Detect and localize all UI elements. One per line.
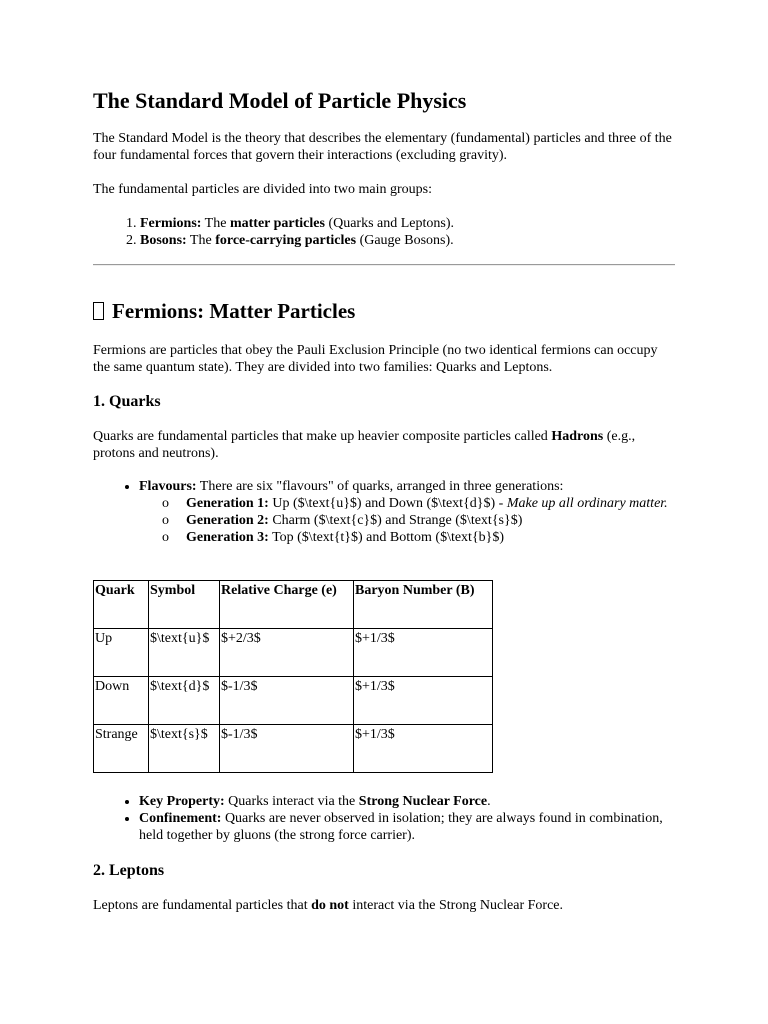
table-cell: Strange xyxy=(94,725,149,773)
list-item: 2. Bosons: The force-carrying particles (Gauge Bosons). xyxy=(140,232,454,249)
table-cell: $\text{s}$ xyxy=(149,725,220,773)
table-header-row xyxy=(94,581,493,629)
fermions-intro: Fermions are particles that obey the Pauli Exclusion Principle (no two identical fermions can occupy the same quantum state). They are divided into two families: Quarks and Leptons. xyxy=(93,343,658,375)
list-item: o Generation 3: Top ($\text{t}$) and Bottom ($\text{b}$) xyxy=(186,529,675,546)
list-item: 1. Fermions: The matter particles (Quarks and Leptons). xyxy=(140,215,454,232)
fermions-heading: Fermions: Matter Particles xyxy=(93,298,355,324)
missing-glyph-box-icon xyxy=(93,302,104,320)
list-item: • Key Property: Quarks interact via the Strong Nuclear Force. xyxy=(139,793,675,810)
table-cell: $+1/3$ xyxy=(354,677,493,725)
list-item: o Generation 2: Charm ($\text{c}$) and Strange ($\text{s}$) xyxy=(186,512,675,529)
list-item: • Flavours: There are six "flavours" of quarks, arranged in three generations: o Generation 1: Up ($\text{u}$) and Down ($\text{d}$) - Make up all ordinary matter. o Generation 2: Charm ($\text{c}$) and Strange ($\text{s}$) o Generation 3: Top ($\text{t}$) and Bottom ($\text{b}$) xyxy=(139,478,675,546)
table-cell: $\text{d}$ xyxy=(149,677,220,725)
groups-list xyxy=(93,215,454,249)
quarks-heading: 1. Quarks xyxy=(93,393,161,410)
generations-list xyxy=(139,495,675,546)
flavours-list xyxy=(93,478,675,546)
table-row xyxy=(94,725,493,773)
section-divider xyxy=(93,264,675,266)
page-title: The Standard Model of Particle Physics xyxy=(93,88,467,113)
quarks-table xyxy=(93,580,493,773)
table-row xyxy=(94,677,493,725)
table-cell: $-1/3$ xyxy=(220,677,354,725)
table-row xyxy=(94,629,493,677)
table-header-cell: Baryon Number (B) xyxy=(354,581,493,629)
table-cell: $+1/3$ xyxy=(354,629,493,677)
table-header-cell: Quark xyxy=(94,581,149,629)
list-item: o Generation 1: Up ($\text{u}$) and Down ($\text{d}$) - Make up all ordinary matter. xyxy=(186,495,675,512)
table-cell: $-1/3$ xyxy=(220,725,354,773)
table-cell: Down xyxy=(94,677,149,725)
table-header-cell: Relative Charge (e) xyxy=(220,581,354,629)
leptons-intro: Leptons are fundamental particles that do not interact via the Strong Nuclear Force. xyxy=(93,898,564,913)
table-cell: Up xyxy=(94,629,149,677)
quarks-intro: Quarks are fundamental particles that make up heavier composite particles called Hadrons (e.g., protons and neutrons). xyxy=(93,429,636,461)
list-item: • Confinement: Quarks are never observed in isolation; they are always found in combination, held together by gluons (the strong force carrier). xyxy=(139,810,675,844)
table-cell: $\text{u}$ xyxy=(149,629,220,677)
quark-properties-list xyxy=(93,793,675,844)
leptons-heading: 2. Leptons xyxy=(93,862,165,879)
table-cell: $+2/3$ xyxy=(220,629,354,677)
intro-paragraph: The Standard Model is the theory that describes the elementary (fundamental) particles and three of the four fundamental forces that govern their interactions (excluding gravity). xyxy=(93,131,672,163)
table-cell: $+1/3$ xyxy=(354,725,493,773)
table-header-cell: Symbol xyxy=(149,581,220,629)
groups-intro: The fundamental particles are divided into two main groups: xyxy=(93,182,433,197)
